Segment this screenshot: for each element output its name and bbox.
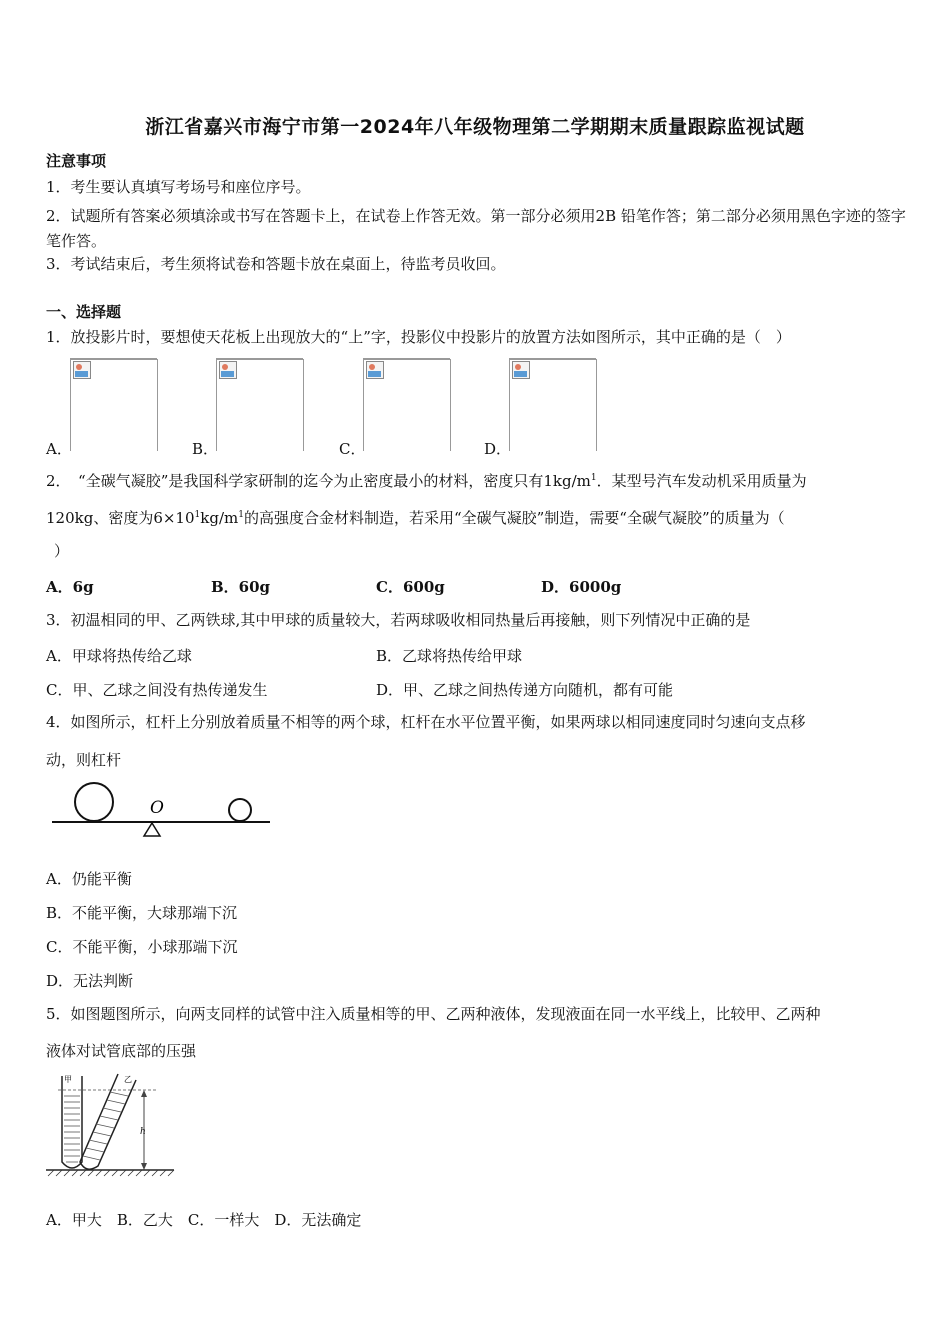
q4-line-2: 动，则杠杆 <box>46 751 122 769</box>
q1-option-c-label: C． <box>339 440 366 458</box>
q2-line-3: ） <box>54 542 70 560</box>
q4-option-a: A．仍能平衡 <box>46 870 132 888</box>
fulcrum-triangle <box>144 823 160 836</box>
q1-option-b-image <box>216 358 303 451</box>
q3-option-d: D．甲、乙球之间热传递方向随机，都有可能 <box>376 681 674 699</box>
q3-option-a: A．甲球将热传给乙球 <box>46 647 192 665</box>
q3-option-b: B．乙球将热传给甲球 <box>376 647 523 665</box>
q2-option-d: D．6000g <box>541 578 622 596</box>
broken-image-icon <box>73 361 91 379</box>
q1-text: 1．放投影片时，要想使天花板上出现放大的“上”字，投影仪中投影片的放置方法如图所示，其中正确的是（ ） <box>46 328 791 346</box>
notice-item-2: 2．试题所有答案必须填涂或书写在答题卡上，在试卷上作答无效。第一部分必须用2B 铅笔作答；第二部分必须用黑色字迹的签字笔作答。 <box>46 207 906 250</box>
ground-hatch <box>48 1170 174 1176</box>
section-heading: 一、选择题 <box>46 303 122 321</box>
q1-option-d-label: D． <box>484 440 512 458</box>
broken-image-icon <box>512 361 530 379</box>
test-tube-diagram <box>44 1070 180 1188</box>
q2-option-b: B．60g <box>211 578 271 596</box>
q2-line-2c: 的高强度合金材料制造，若采用“全碳气凝胶”制造，需要“全碳气凝胶”的质量为（ <box>243 509 785 527</box>
q4-option-d: D．无法判断 <box>46 972 134 990</box>
q2-sup-3: 1 <box>238 510 244 520</box>
lever-diagram <box>46 780 286 844</box>
q2-option-c: C．600g <box>376 578 445 596</box>
q2-line-2b: kg/m <box>200 509 239 527</box>
q4-option-b: B．不能平衡，大球那端下沉 <box>46 904 238 922</box>
fulcrum-label: O <box>150 798 164 818</box>
broken-image-icon <box>366 361 384 379</box>
q1-option-d-image <box>509 358 596 451</box>
q1-option-c-image <box>363 358 450 451</box>
notice-heading: 注意事项 <box>46 152 107 170</box>
q3-option-c: C．甲、乙球之间没有热传递发生 <box>46 681 268 699</box>
q2-sup-1: 1 <box>590 473 597 483</box>
q3-text: 3．初温相同的甲、乙两铁球,其中甲球的质量较大，若两球吸收相同热量后再接触，则下列情况中正确的是 <box>46 611 751 629</box>
q2-sup-2: 1 <box>194 510 201 520</box>
small-ball <box>229 799 251 821</box>
label-yi: 乙 <box>124 1075 132 1084</box>
q2-line-2a: 120kg、密度为6×10 <box>46 509 195 527</box>
page-title: 浙江省嘉兴市海宁市第一2024年八年级物理第二学期期末质量跟踪监视试题 <box>145 116 805 138</box>
height-label: h <box>140 1127 146 1137</box>
q2-line-2 <box>46 506 785 527</box>
q4-line-1: 4．如图所示，杠杆上分别放着质量不相等的两个球，杠杆在水平位置平衡，如果两球以相同速度同时匀速向支点移 <box>46 713 806 731</box>
q2-line-1 <box>46 469 807 490</box>
label-jia: 甲 <box>64 1075 72 1084</box>
tube-yi <box>80 1074 136 1169</box>
notice-item-3: 3．考试结束后，考生须将试卷和答题卡放在桌面上，待监考员收回。 <box>46 255 506 273</box>
q2-option-a: A．6g <box>46 578 94 596</box>
tube-jia-liquid <box>64 1096 80 1162</box>
q4-option-c: C．不能平衡，小球那端下沉 <box>46 938 238 956</box>
q2-line-1-text: 2． “全碳气凝胶”是我国科学家研制的迄今为止密度最小的材料，密度只有1kg/m <box>46 472 591 490</box>
broken-image-icon <box>219 361 237 379</box>
q1-option-a-image <box>70 358 157 451</box>
large-ball <box>75 783 113 821</box>
q1-option-a-label: A． <box>46 440 72 458</box>
q1-option-b-label: B． <box>192 440 219 458</box>
q2-line-1-tail: ．某型号汽车发动机采用质量为 <box>596 472 807 490</box>
q5-options: A．甲大 B．乙大 C．一样大 D．无法确定 <box>46 1211 362 1229</box>
notice-item-1: 1．考生要认真填写考场号和座位序号。 <box>46 178 311 196</box>
q5-line-1: 5．如图题图所示，向两支同样的试管中注入质量相等的甲、乙两种液体，发现液面在同一水平线上，比较甲、乙两种 <box>46 1005 821 1023</box>
q5-line-2: 液体对试管底部的压强 <box>46 1042 197 1060</box>
